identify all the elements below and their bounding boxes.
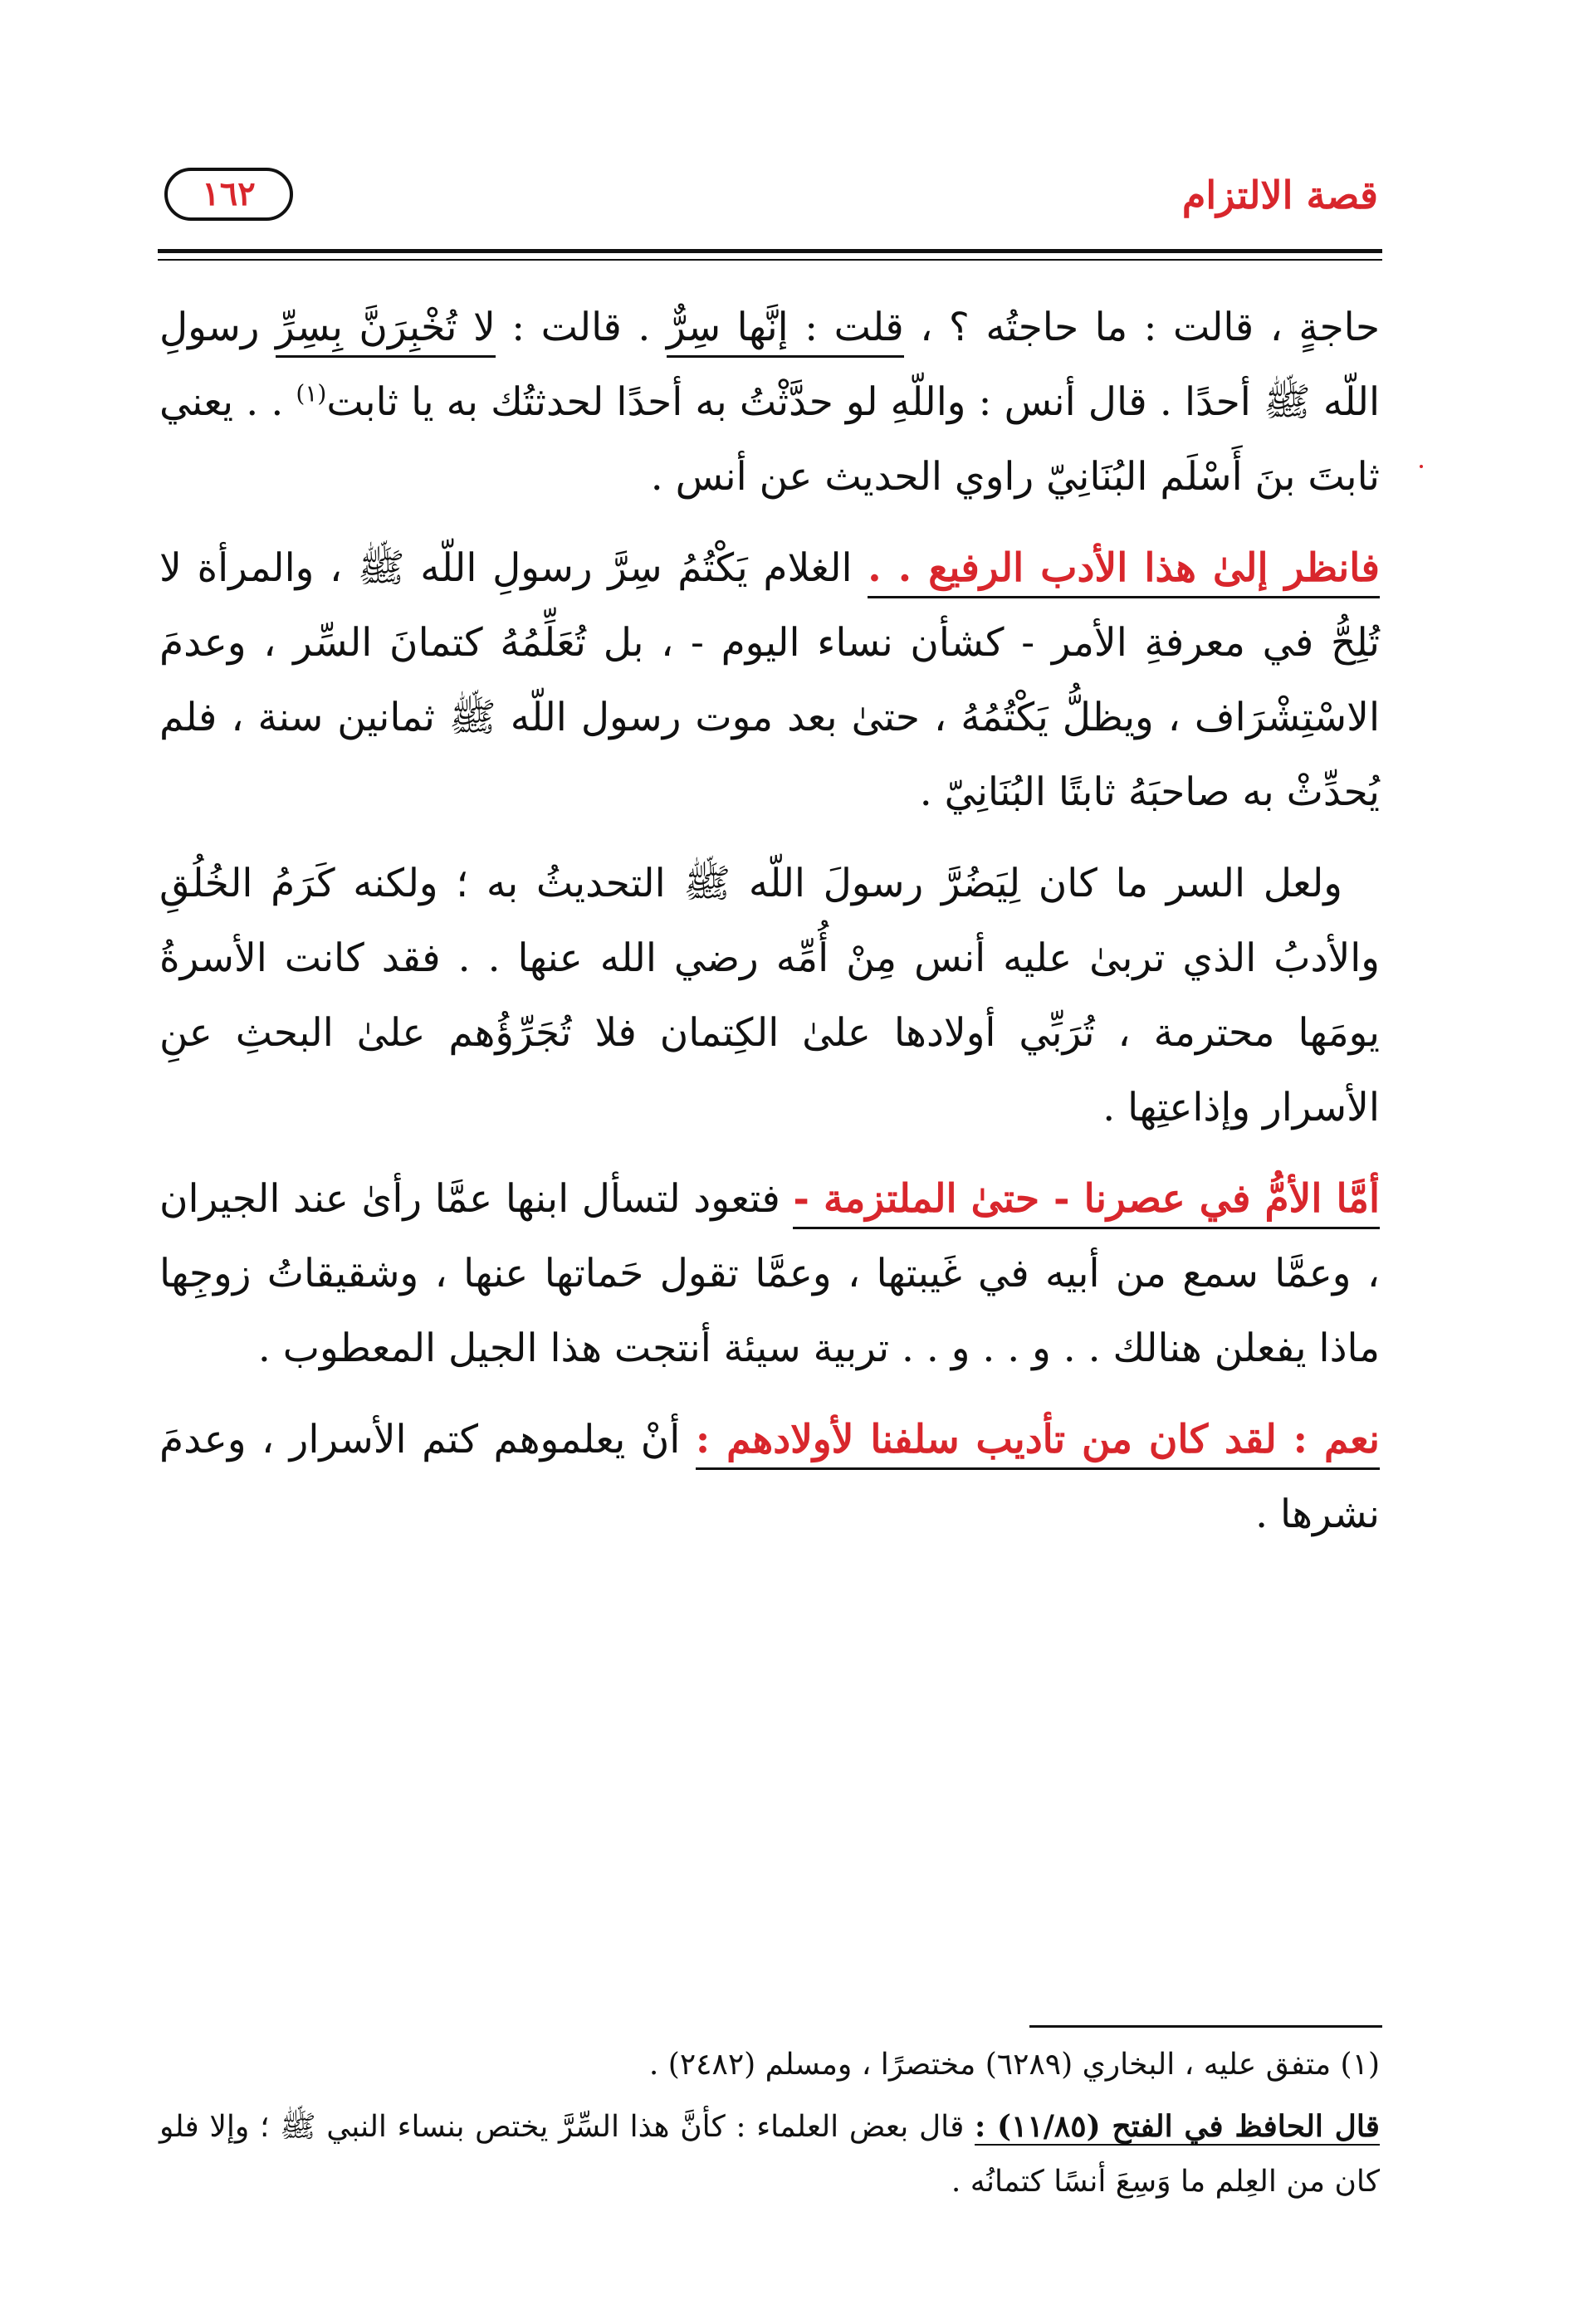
p5-heading: نعم : لقد كان من تأديب سلفنا لأولادهم : (696, 1417, 1380, 1470)
p1-underlined-2: لا تُخْبِرَنَّ بِسِرِّ (276, 305, 496, 358)
p4-heading: أمَّا الأمُّ في عصرنا - حتىٰ الملتزمة - (793, 1176, 1380, 1229)
paragraph-3: ولعل السر ما كان لِيَضُرَّ رسولَ اللّه ﷺ التحديثُ به ؛ ولكنه كَرَمُ الخُلُقِ والأدبُ الذي تربىٰ عليه أنس مِنْ أُمِّه رضي الله عنها . . فقد كانت الأسرةُ يومَها محترمة ، تُرَبِّي أولادها علىٰ الكِتمان فلا تُجَرِّؤُهم علىٰ البحثِ عنِ الأسرار وإذاعتِها . (159, 861, 1380, 1130)
p2-heading: فانظر إلىٰ هذا الأدب الرفيع . . (868, 545, 1380, 598)
footnote-2-text: قال بعض العلماء : كأنَّ هذا السِّرَّ يختص بنساء النبي ﷺ ؛ وإلا فلو كان من العِلم ما وَسِعَ أنسًا كتمانُه . (159, 2110, 1380, 2199)
footnote-ref-1: (١) (296, 379, 327, 408)
p4-text: فتعود لتسأل ابنها عمَّا رأىٰ عند الجيران ، وعمَّا سمع من أبيه في غَيبتها ، وعمَّا تقول حَماتها عنها ، وشقيقاتُ زوجِها ماذا يفعلن هنالك . . و . . و . . تربية سيئة أنتجت هذا الجيل المعطوب . (159, 1176, 1380, 1371)
book-title: قصة الالتزام (1181, 173, 1378, 217)
footnote-2 (159, 2099, 1380, 2209)
page-number-badge: ١٦٢ (164, 168, 293, 221)
p1-underlined-1: قلت : إنَّها سِرٌّ (667, 305, 904, 358)
p5-text: أنْ يعلموهم كتم الأسرار ، وعدمَ نشرها . (159, 1417, 1380, 1537)
p1-text-4: . . يعني ثابتَ بنَ أَسْلَم البُنَانِيّ راوي الحديث عن أنس . (159, 379, 1380, 500)
header-rule-thin (158, 259, 1382, 261)
footnotes (159, 2038, 1380, 2216)
paragraph-4 (159, 1162, 1380, 1386)
paragraph-2 (159, 531, 1380, 830)
footnote-1: (١) متفق عليه ، البخاري (٦٢٨٩) مختصرًا ، ومسلم (٢٤٨٢) . (648, 2048, 1380, 2082)
margin-mark (1420, 465, 1423, 468)
p1-text-3: رسولِ اللّه ﷺ أحدًا . قال أنس : واللّهِ لو حدَّثْتُ به أحدًا لحدثتُك به يا ثابت (159, 305, 1381, 425)
p1-text-2: . قالت : (495, 305, 667, 350)
p1-text-1: حاجةٍ ، قالت : ما حاجتُه ؟ ، (903, 305, 1381, 350)
footnote-2-source: قال الحافظ في الفتح (١١/٨٥) : (974, 2109, 1380, 2144)
footnote-separator (1029, 2025, 1382, 2028)
paragraph-5 (159, 1403, 1380, 1552)
main-text (159, 290, 1380, 1569)
p2-text: الغلام يَكْتُمُ سِرَّ رسولِ اللّه ﷺ ، والمرأة لا تُلِحُّ في معرفةِ الأمر - كشأن نساء اليوم - ، بل تُعَلِّمُهُ كتمانَ السِّر ، وعدمَ الاسْتِشْرَاف ، ويظلُّ يَكْتُمُهُ ، حتىٰ بعد موت رسول اللّه ﷺ ثمانين سنة ، فلم يُحدِّثْ به صاحبَهُ ثابتًا البُنَانِيّ . (159, 545, 1380, 815)
paragraph-1 (159, 290, 1380, 515)
page-header (158, 158, 1378, 249)
header-rule-thick (158, 249, 1382, 253)
